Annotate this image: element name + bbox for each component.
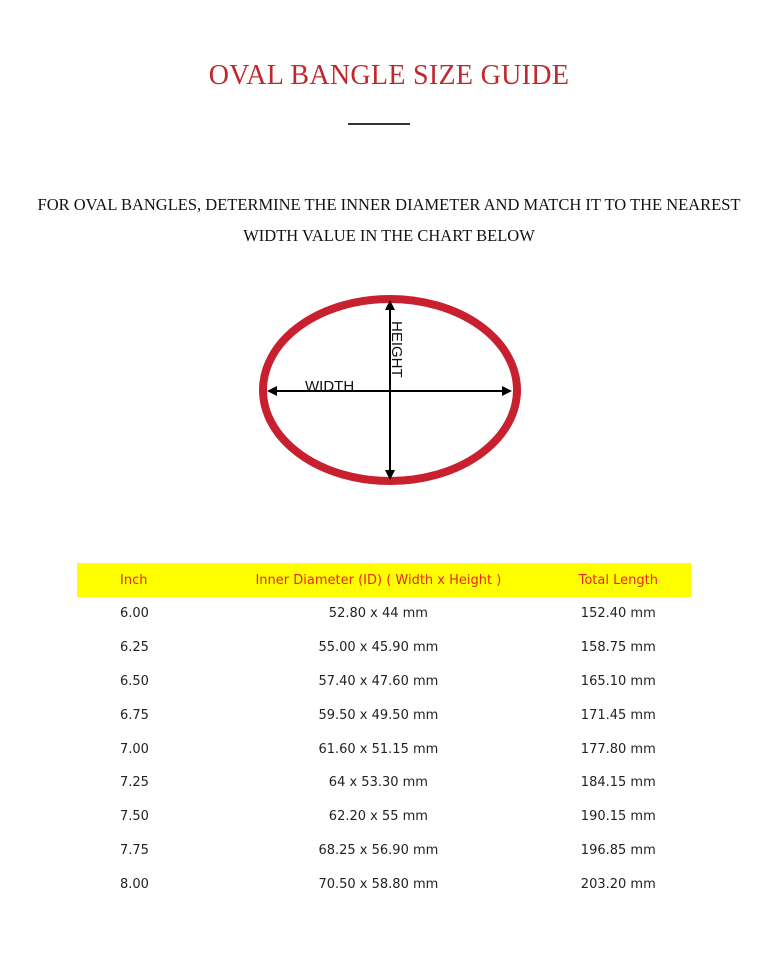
cell-total-length: 177.80 mm (580, 741, 656, 757)
column-header-inner-diameter: Inner Diameter (ID) ( Width x Height ) (231, 563, 525, 597)
table-row (77, 867, 691, 901)
cell-total-length: 184.15 mm (580, 775, 656, 791)
cell-inner-diameter: 64 x 53.30 mm (328, 775, 428, 791)
cell-total-length: 190.15 mm (580, 809, 656, 825)
table-row (77, 665, 691, 699)
table-row (77, 834, 691, 868)
cell-total-length: 158.75 mm (580, 640, 656, 656)
size-table (77, 563, 691, 901)
cell-inner-diameter: 68.25 x 56.90 mm (318, 842, 439, 858)
cell-inch: 6.25 (120, 640, 149, 656)
table-row (77, 732, 691, 766)
instructions-line-2: WIDTH VALUE IN THE CHART BELOW (243, 226, 535, 245)
cell-inch: 7.50 (120, 809, 149, 825)
instructions (0, 189, 778, 251)
cell-inch: 6.50 (120, 673, 149, 689)
width-label: WIDTH (305, 378, 355, 395)
cell-inner-diameter: 59.50 x 49.50 mm (318, 707, 439, 723)
cell-total-length: 196.85 mm (580, 842, 656, 858)
page-title: OVAL BANGLE SIZE GUIDE (208, 60, 570, 91)
cell-inner-diameter: 55.00 x 45.90 mm (318, 640, 439, 656)
cell-inch: 8.00 (120, 876, 149, 892)
cell-inner-diameter: 70.50 x 58.80 mm (318, 876, 439, 892)
table-row (77, 631, 691, 665)
cell-inner-diameter: 52.80 x 44 mm (328, 606, 428, 622)
instructions-line-1: FOR OVAL BANGLES, DETERMINE THE INNER DIAMETER AND MATCH IT TO THE NEAREST (37, 195, 741, 214)
cell-total-length: 171.45 mm (580, 707, 656, 723)
table-row (77, 800, 691, 834)
cell-total-length: 165.10 mm (580, 673, 656, 689)
cell-inch: 6.00 (120, 606, 149, 622)
cell-inner-diameter: 61.60 x 51.15 mm (318, 741, 439, 757)
oval-bangle-diagram (250, 285, 535, 500)
cell-total-length: 152.40 mm (580, 606, 656, 622)
table-row (77, 597, 691, 631)
cell-total-length: 203.20 mm (580, 876, 656, 892)
title-divider (348, 123, 410, 125)
column-header-total-length: Total Length (526, 563, 691, 597)
table-header-row (77, 563, 691, 597)
cell-inner-diameter: 62.20 x 55 mm (328, 809, 428, 825)
column-header-inch: Inch (77, 563, 231, 597)
cell-inch: 6.75 (120, 707, 149, 723)
cell-inner-diameter: 57.40 x 47.60 mm (318, 673, 439, 689)
height-label: HEIGHT (388, 321, 405, 378)
cell-inch: 7.00 (120, 741, 149, 757)
table-row (77, 766, 691, 800)
table-row (77, 698, 691, 732)
cell-inch: 7.25 (120, 775, 149, 791)
cell-inch: 7.75 (120, 842, 149, 858)
